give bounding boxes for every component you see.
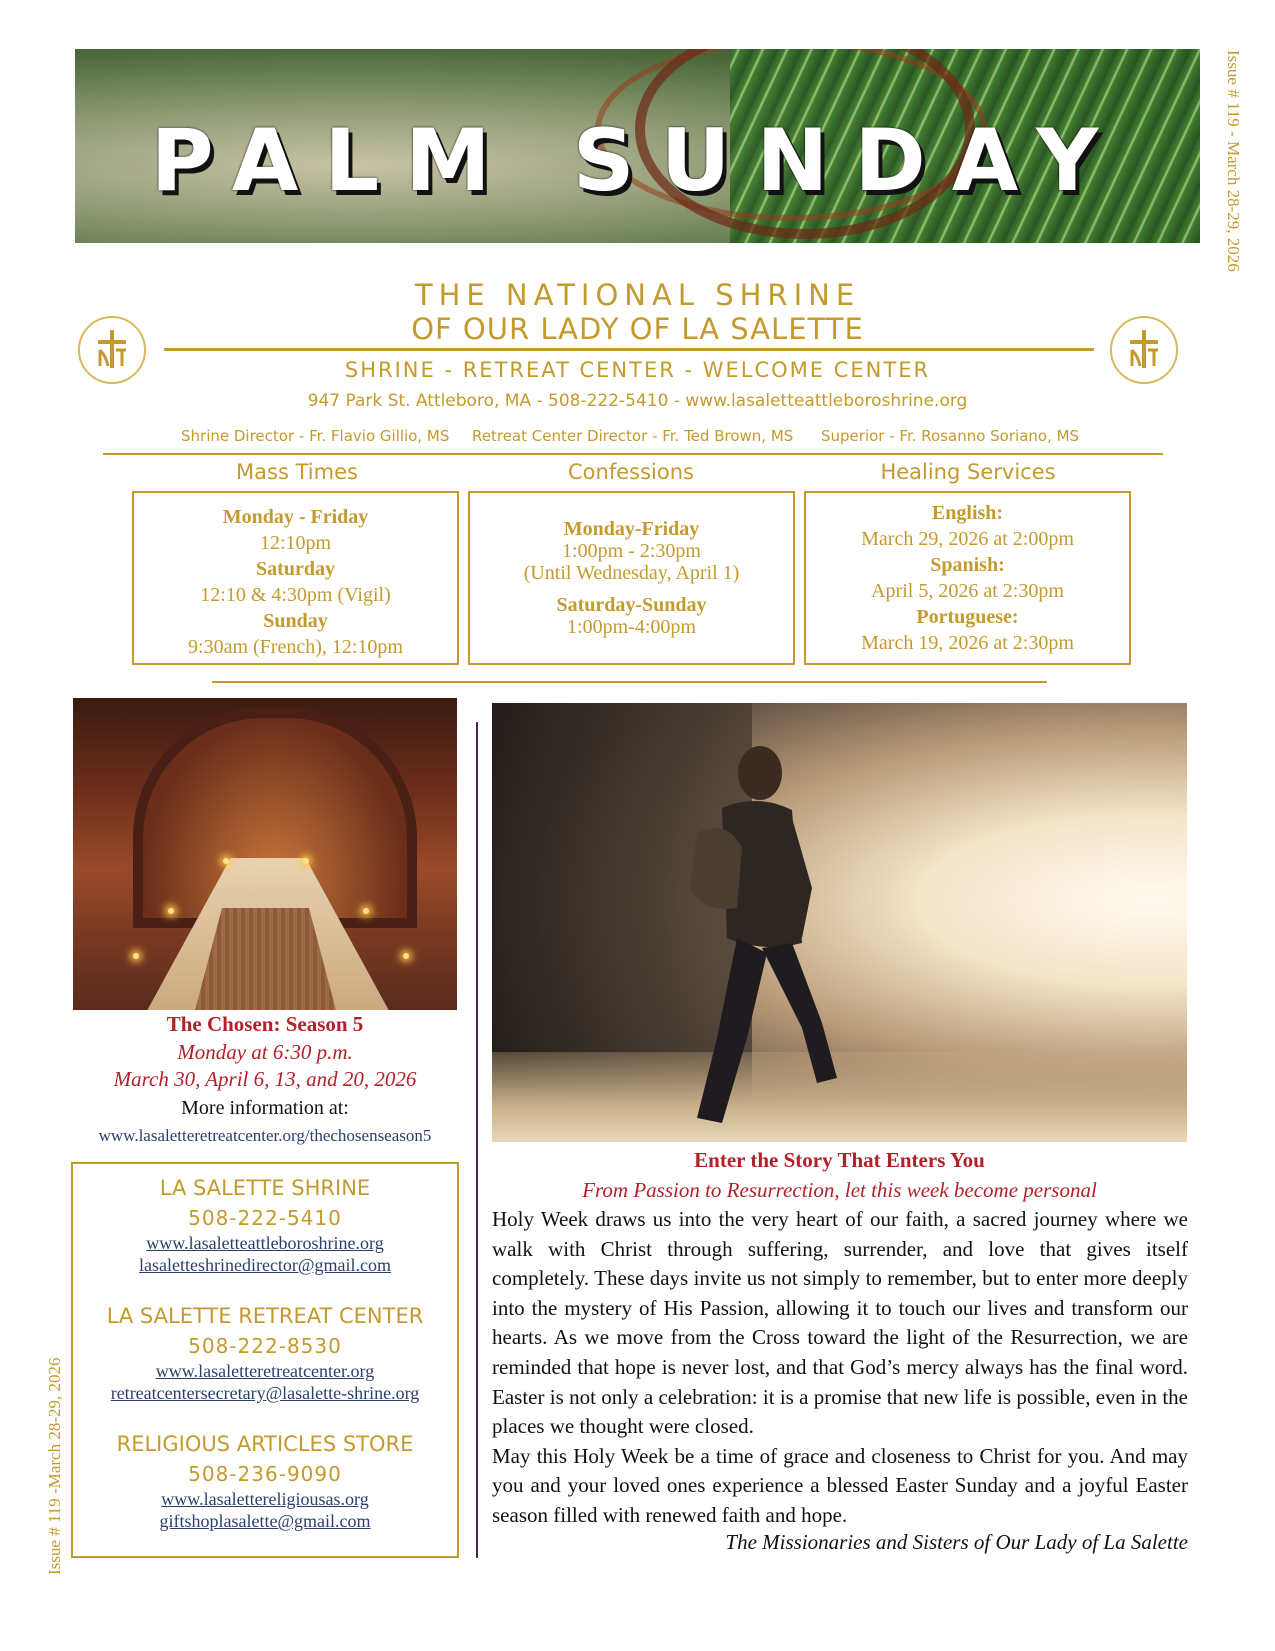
candle-light (168, 908, 174, 914)
story-body (492, 1205, 1188, 1531)
story-paragraph: May this Holy Week be a time of grace and closeness to Christ for you. And may you and your loved ones experience a blessed Easter Sunday and a joyful Easter season filled with renewed faith and hope. (492, 1443, 1188, 1527)
chosen-dates: March 30, April 6, 13, and 20, 2026 (113, 1067, 417, 1091)
chosen-link[interactable]: www.lasaletteretreatcenter.org/thechosenseason5 (98, 1126, 432, 1145)
palm-sunday-banner (75, 49, 1200, 243)
candle-light (363, 908, 369, 914)
more-info-label: More information at: (181, 1097, 349, 1119)
issue-label-right: Issue # 119 - March 28-29, 2026 (1224, 50, 1243, 272)
healing-language: English: (931, 502, 1004, 524)
confession-day: Saturday-Sunday (556, 594, 707, 616)
directors-divider (103, 453, 1163, 455)
mass-times-heading: Mass Times (236, 460, 358, 484)
chosen-title: The Chosen: Season 5 (166, 1012, 364, 1036)
issue-label-left: Issue # 119 -March 28-29, 2026 (45, 1357, 64, 1575)
shrine-subtitle: SHRINE - RETREAT CENTER - WELCOME CENTER (344, 358, 931, 382)
contact-name: LA SALETTE RETREAT CENTER (106, 1304, 424, 1328)
column-divider (476, 722, 478, 1558)
contact-website-link[interactable]: www.lasaletteretreatcenter.org (155, 1361, 375, 1381)
healing-language: Portuguese: (916, 606, 1019, 628)
retreat-center-director: Retreat Center Director - Fr. Ted Brown, MS (472, 427, 794, 445)
confessions-heading: Confessions (568, 460, 694, 484)
confessions-box (468, 491, 795, 665)
walking-man-figure (642, 738, 842, 1133)
story-paragraph: Holy Week draws us into the very heart of our faith, a sacred journey where we walk with Christ through suffering, surrender, and love that gives itself completely. These days invite us not simply to remember, but to enter more deeply into the mystery of His Passion, allowing it to touch our lives and transform our hearts. As we move from the Cross toward the light of the Resurrection, we are reminded that hope is never lost, and that God’s mercy always has the final word. Easter is not only a celebration: it is a promise that new life is possible, even in the places we thought were closed. (492, 1207, 1188, 1439)
contact-name: LA SALETTE SHRINE (159, 1176, 371, 1200)
shrine-title-line1: THE NATIONAL SHRINE (414, 278, 861, 312)
mass-day: Saturday (256, 558, 335, 580)
story-subtitle: From Passion to Resurrection, let this week become personal (582, 1178, 1097, 1202)
mass-time: 9:30am (French), 12:10pm (188, 636, 403, 658)
contact-phone: 508-222-8530 (188, 1334, 342, 1358)
mass-day: Sunday (263, 610, 328, 632)
healing-language: Spanish: (930, 554, 1005, 576)
candle-light (133, 953, 139, 959)
healing-services-heading: Healing Services (880, 460, 1056, 484)
header-divider (164, 348, 1094, 351)
mass-day: Monday - Friday (222, 506, 369, 528)
contact-email-link[interactable]: lasaletteshrinedirector@gmail.com (139, 1255, 391, 1275)
contact-website-link[interactable]: www.lasaletteattleboroshrine.org (146, 1233, 384, 1253)
empty-tomb-image (492, 703, 1187, 1142)
mass-time: 12:10 & 4:30pm (Vigil) (200, 584, 391, 606)
contact-email-link[interactable]: retreatcentersecretary@lasalette-shrine.org (110, 1383, 420, 1403)
shrine-address: 947 Park St. Attleboro, MA - 508-222-5410 - www.lasaletteattleboroshrine.org (307, 391, 968, 411)
mass-time: 12:10pm (259, 532, 332, 554)
last-supper-image (73, 698, 457, 1010)
superior: Superior - Fr. Rosanno Soriano, MS (821, 427, 1080, 445)
schedule-divider (212, 681, 1047, 683)
contact-website-link[interactable]: www.lasalettereligiousas.org (161, 1489, 369, 1509)
mass-times-box (132, 491, 459, 665)
contacts-box (71, 1162, 459, 1558)
contact-email-link[interactable]: giftshoplasalette@gmail.com (159, 1511, 371, 1531)
shrine-director: Shrine Director - Fr. Flavio Gillio, MS (181, 427, 450, 445)
story-title: Enter the Story That Enters You (694, 1148, 985, 1172)
healing-services-box (804, 491, 1131, 665)
confession-time: 1:00pm-4:00pm (567, 616, 696, 638)
story-signature: The Missionaries and Sisters of Our Lady of La Salette (725, 1530, 1188, 1554)
chosen-time: Monday at 6:30 p.m. (177, 1040, 353, 1064)
healing-date: March 19, 2026 at 2:30pm (861, 632, 1074, 654)
confession-note: (Until Wednesday, April 1) (523, 562, 740, 584)
candle-light (303, 858, 309, 864)
candle-light (403, 953, 409, 959)
confession-day: Monday-Friday (563, 518, 700, 540)
contact-phone: 508-236-9090 (188, 1462, 342, 1486)
confession-time: 1:00pm - 2:30pm (562, 540, 701, 562)
healing-date: March 29, 2026 at 2:00pm (861, 528, 1074, 550)
contact-phone: 508-222-5410 (188, 1206, 342, 1230)
candle-light (223, 858, 229, 864)
shrine-title-line2: OF OUR LADY OF LA SALETTE (411, 312, 864, 346)
healing-date: April 5, 2026 at 2:30pm (871, 580, 1064, 602)
banner-title: PALM SUNDAY (150, 111, 1125, 211)
contact-name: RELIGIOUS ARTICLES STORE (116, 1432, 414, 1456)
